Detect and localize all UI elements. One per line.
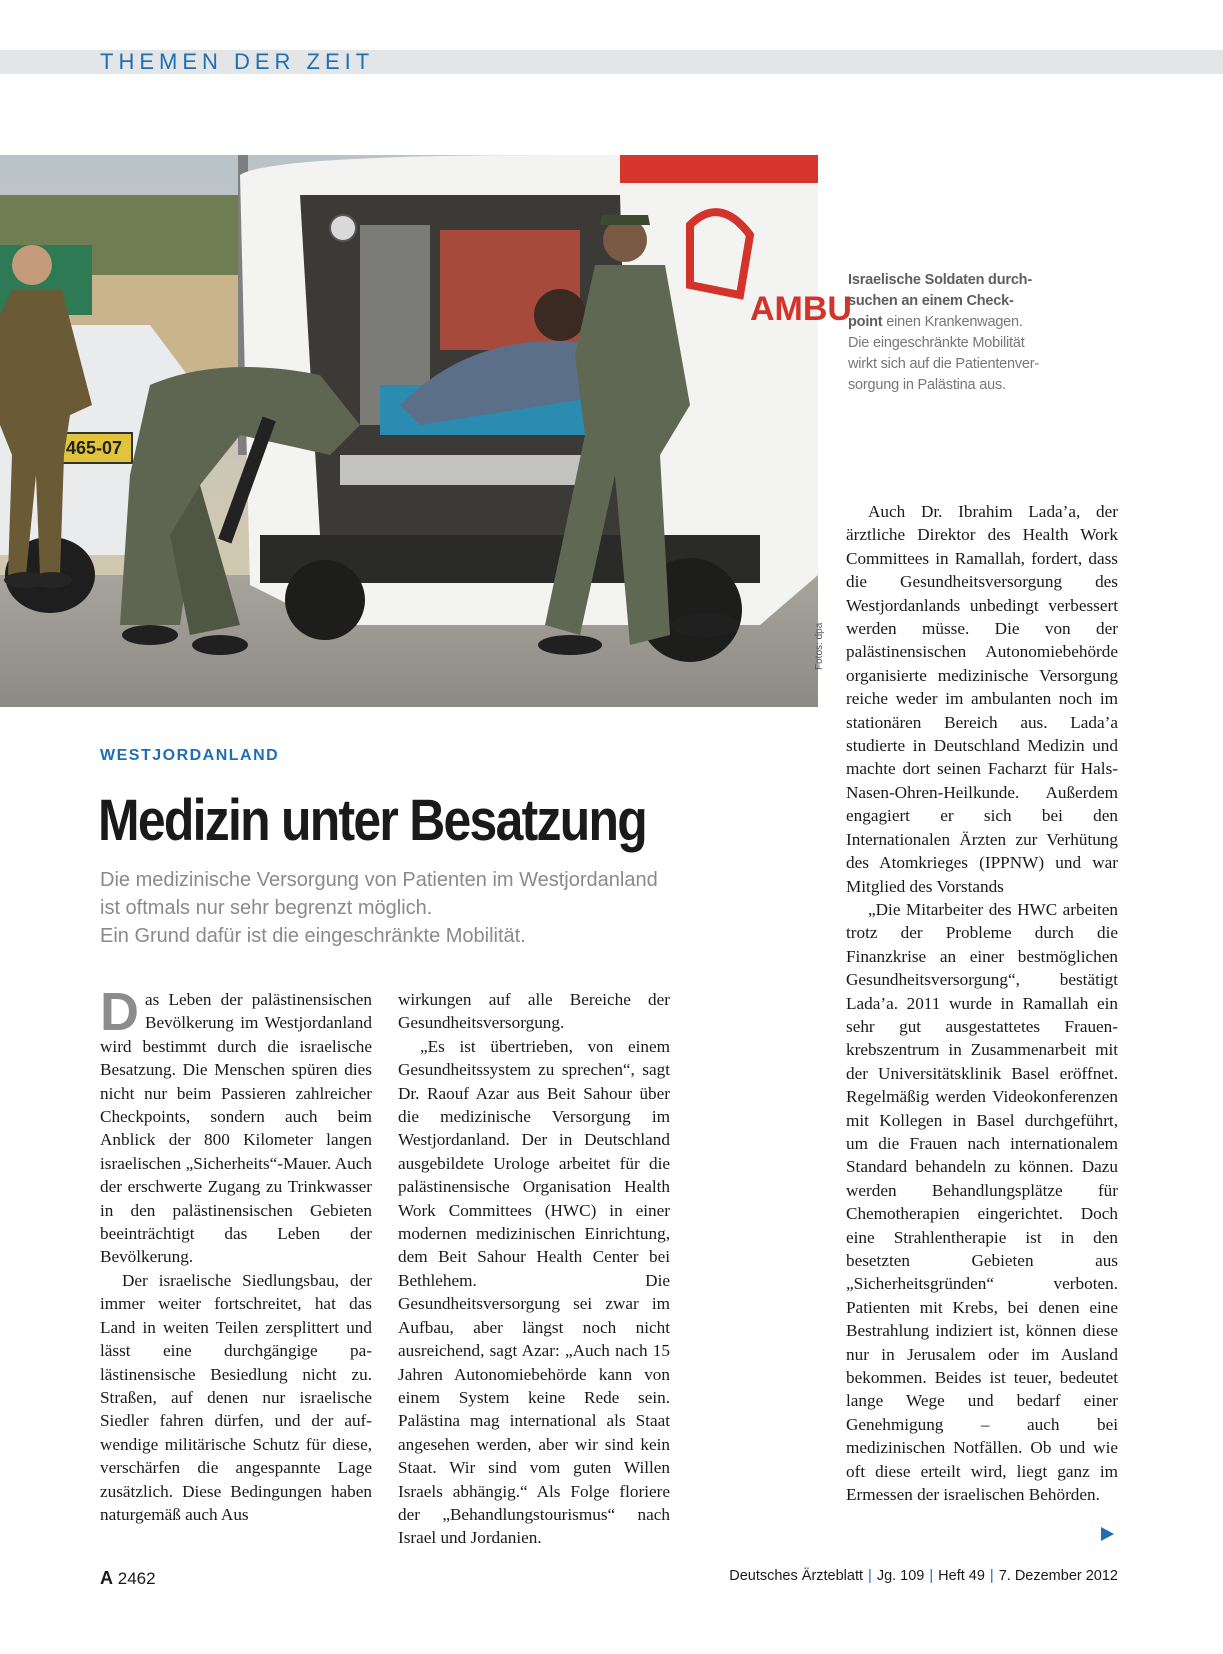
separator: |	[989, 1568, 994, 1584]
paragraph: Der israelische Siedlungsbau, der immer weiter fortschreitet, hat das Land in weiten Teilen zersplittert und lässt eine durchgängige palästinensische Besiedlung nicht zu. Straßen, auf denen nur israelische Siedler fahren dürfen, und der aufwendige militärische Schutz für diese, verschärfen die angespannte Lage zusätzlich. Diese Bedingungen haben naturgemäß auch Aus	[100, 1270, 372, 1524]
photo-caption	[848, 270, 1058, 396]
article-headline: Medizin unter Besatzung	[98, 788, 646, 853]
article-column-3	[846, 500, 1118, 1506]
journal-name: Deutsches Ärzteblatt	[729, 1568, 864, 1584]
article-kicker: WESTJORDANLAND	[100, 747, 280, 764]
ambulance-sign-text: AMBU	[750, 290, 852, 328]
lead-line: Die medizinische Versorgung von Patienten im Westjordanland	[100, 869, 658, 891]
paragraph: „Die Mitarbeiter des HWC arbeiten trotz der Probleme durch die Finanzkrise an einer bestmöglichen Gesundheitsversorgung“, bestätigt Lada’a. 2011 wurde in Ramallah ein sehr gut ausgestattetes Frauenkrebszentrum in Zusammenarbeit mit der Universitätsklinik Basel eröffnet. Regelmäßig werden Videokonferenzen mit Kollegen in Basel durchgeführt, um die Frauen nach internationalem Standard behandeln zu können. Dazu werden Behandlungsplätze für Chemotherapien eingerichtet. Doch eine Strahlentherapie ist in den besetzten Gebieten aus „Sicherheitsgründen“ verboten. Patienten mit Krebs, bei denen eine Bestrahlung indiziert ist, können diese nur in Jerusalem oder im Ausland bekommen. Beides ist teuer, bedeutet lange Wege und bedarf einer Genehmigung – auch bei medizinischen Notfällen. Ob und wie oft diese erteilt wird, liegt ganz im Ermessen der israelischen Behörden.	[846, 899, 1118, 1505]
article-column-1	[100, 982, 372, 1526]
page-number	[100, 1568, 156, 1589]
paragraph: Auch Dr. Ibrahim Lada’a, der ärztliche Direktor des Health Work Committees in Ramallah, fordert, dass die Gesundheitsversorgung des Westjordanlands unbedingt verbessert werden müsse. Die von der palästinensischen Autonomiebehörde organisierte medizinische Versorgung reiche weder im ambulanten noch im stationären Bereich aus. Lada’a studierte in Deutschland Medizin und machte dort seinen Facharzt für Hals-Nasen-Ohren-Heilkunde. Außerdem engagiert er sich bei den Internationalen Ärzten zur Verhütung des Atomkrieges (IPPNW) und war Mitglied des Vorstands	[846, 502, 1118, 896]
drop-cap: D	[100, 982, 139, 1042]
paragraph	[100, 982, 372, 1269]
paragraph: „Es ist übertrieben, von einem Gesundheitssystem zu sprechen“, sagt Dr. Raouf Azar aus Beit Sahour über die medizinische Versorgung im Westjordanland. Der in Deutschland ausgebildete Urologe arbeitet für die palästinensische Organisation Health Work Committees (HWC) in einer modernen medizinischen Einrichtung, dem Beit Sahour Health Center bei Bethlehem. Die Gesundheitsversorgung sei zwar im Aufbau, aber längst noch nicht ausreichend, sagt Azar: „Auch nach 15 Jahren Autonomiebehörde kann von einem System keine Rede sein. Palästina mag international als Staat angesehen werden, aber wir sind kein Staat. Wir sind vom guten Willen Israels abhängig.“ Als Folge floriere der „Behandlungstourismus“ nach Israel und Jordanien.	[398, 1036, 670, 1548]
paragraph: wirkungen auf alle Bereiche der Gesundheitsversorgung.	[398, 990, 670, 1033]
article-lead	[100, 866, 820, 950]
journal-volume: Jg. 109	[876, 1568, 925, 1584]
section-label: THEMEN DER ZEIT	[100, 49, 375, 74]
article-column-2	[398, 988, 670, 1550]
paragraph-text: as Leben der palästinensischen Bevölkerung im Westjordanland wird bestimmt durch die israelische Besatzung. Die Menschen spüren dies nicht nur beim Passieren zahlreicher Checkpoints, sondern auch beim Anblick der 800 Kilometer langen israelischen „Sicherheits“-Mauer. Auch der erschwerte Zugang zu Trinkwasser in den palästinensischen Gebieten beeinträchtigt das Leben der Bevölkerung.	[100, 990, 372, 1267]
separator: |	[868, 1568, 872, 1584]
continue-arrow-icon	[1101, 1527, 1114, 1541]
lead-line: ist oftmals nur sehr begrenzt möglich.	[100, 897, 433, 919]
journal-issue: Heft 49	[938, 1568, 985, 1584]
caption-bold: Israelische Soldaten durch- suchen an einem Check- point	[848, 272, 1032, 330]
car-plate-text: 465-07	[66, 438, 123, 458]
separator: |	[929, 1568, 934, 1584]
caption-text: einen Krankenwagen. Die eingeschränkte Mobilität wirkt sich auf die Patientenver- sorgung in Palästina aus.	[848, 314, 1040, 393]
photo-credit: Fotos: dpa	[814, 622, 825, 670]
journal-date: 7. Dezember 2012	[998, 1568, 1118, 1584]
journal-info	[729, 1568, 1118, 1584]
page-number-value: 2462	[117, 1569, 156, 1588]
page-prefix: A	[100, 1568, 113, 1588]
lead-line: Ein Grund dafür ist die eingeschränkte Mobilität.	[100, 925, 526, 947]
